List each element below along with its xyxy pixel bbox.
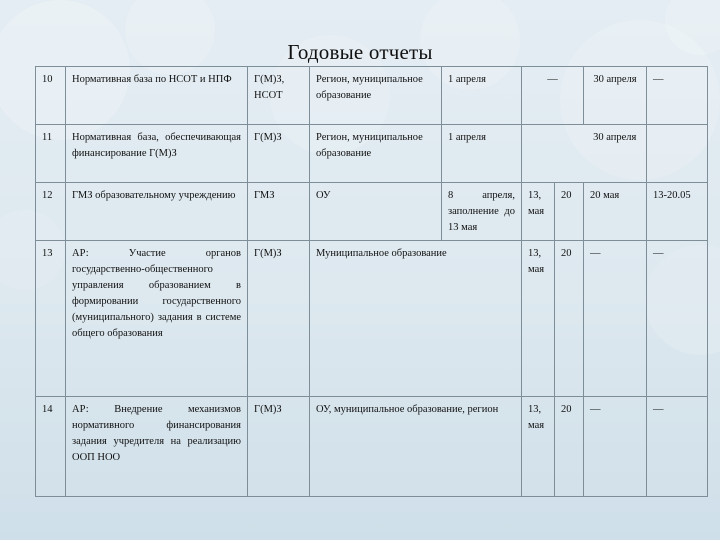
row-date-1: 8 апреля, заполнение до 13 мая	[442, 183, 522, 241]
row-document: ГМЗ	[248, 183, 310, 241]
row-date-3: 20	[555, 397, 584, 497]
row-date-4: 30 апреля	[584, 67, 647, 125]
reports-table	[35, 66, 708, 497]
row-date-5	[647, 125, 708, 183]
row-date-2: 13, мая	[522, 397, 555, 497]
row-date-3: 20	[555, 183, 584, 241]
table-row	[36, 67, 708, 125]
row-date-1: 1 апреля	[442, 125, 522, 183]
row-date-4: 30 апреля	[584, 125, 647, 183]
row-description: Нормативная база по НСОТ и НПФ	[66, 67, 248, 125]
row-date-5: —	[647, 241, 708, 397]
row-document: Г(М)З, НСОТ	[248, 67, 310, 125]
table-row	[36, 241, 708, 397]
row-number: 11	[36, 125, 66, 183]
row-level: ОУ	[310, 183, 442, 241]
row-number: 10	[36, 67, 66, 125]
row-document: Г(М)З	[248, 125, 310, 183]
row-number: 14	[36, 397, 66, 497]
row-date-4: —	[584, 397, 647, 497]
row-date-5: 13-20.05	[647, 183, 708, 241]
row-date-5: —	[647, 397, 708, 497]
row-number: 12	[36, 183, 66, 241]
row-document: Г(М)З	[248, 241, 310, 397]
row-document: Г(М)З	[248, 397, 310, 497]
slide-title: Годовые отчеты	[287, 40, 433, 64]
row-date-2: 13, мая	[522, 183, 555, 241]
row-description: АР: Участие органов государственно-общественного управления образованием в формировании государственного (муниципального) задания в системе общего образования	[66, 241, 248, 397]
row-date-4: —	[584, 241, 647, 397]
table-row	[36, 397, 708, 497]
row-date-2: —	[522, 67, 584, 125]
row-date-2: 13, мая	[522, 241, 555, 397]
row-date-1: 1 апреля	[442, 67, 522, 125]
row-date-5: —	[647, 67, 708, 125]
row-level: ОУ, муниципальное образование, регион	[310, 397, 522, 497]
row-description: ГМЗ образовательному учреждению	[66, 183, 248, 241]
row-date-3: 20	[555, 241, 584, 397]
row-description: АР: Внедрение механизмов нормативного финансирования задания учредителя на реализацию ООП НОО	[66, 397, 248, 497]
row-date-2	[522, 125, 584, 183]
table-row	[36, 125, 708, 183]
table-row	[36, 183, 708, 241]
row-level: Регион, муниципальное образование	[310, 67, 442, 125]
row-description: Нормативная база, обеспечивающая финансирование Г(М)З	[66, 125, 248, 183]
row-level: Регион, муниципальное образование	[310, 125, 442, 183]
row-date-4: 20 мая	[584, 183, 647, 241]
row-level: Муниципальное образование	[310, 241, 522, 397]
row-number: 13	[36, 241, 66, 397]
